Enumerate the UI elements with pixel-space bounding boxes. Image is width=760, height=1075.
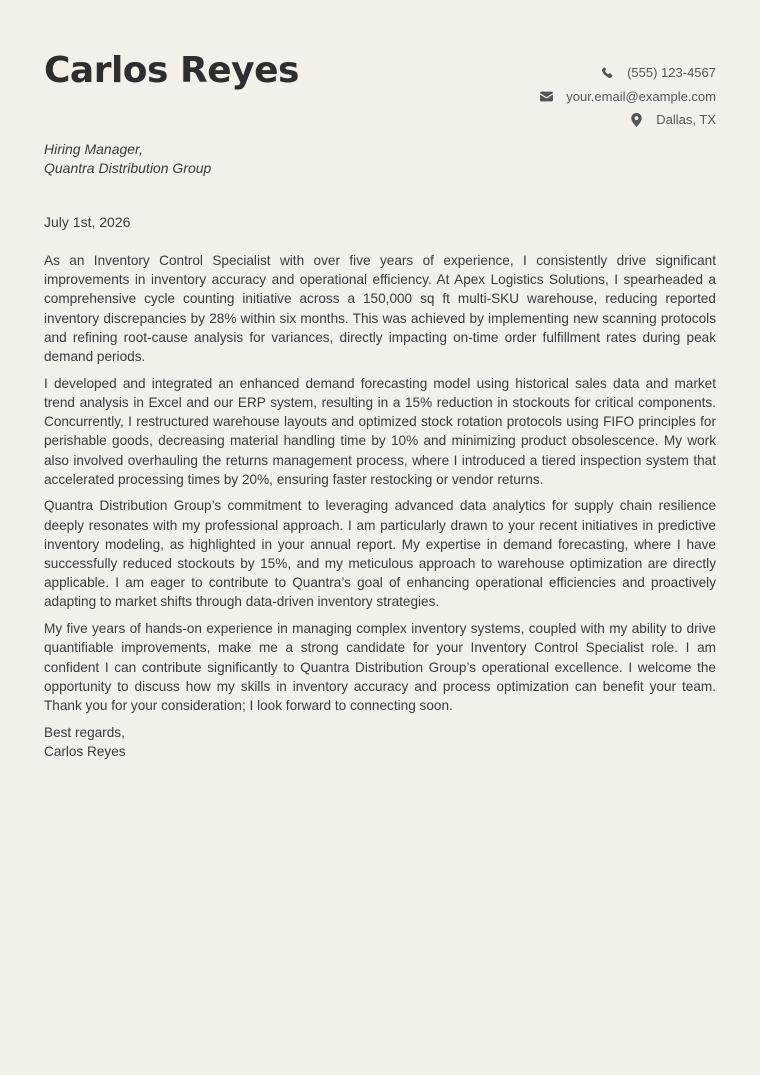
recipient-company: Quantra Distribution Group [44,160,212,176]
recipient-title: Hiring Manager, [44,141,143,157]
phone-text: (555) 123-4567 [627,65,716,81]
body-paragraph-2: I developed and integrated an enhanced demand forecasting model using historical sales data and market trend analysis in Excel and our ERP system, resulting in a 15% reduction in stockouts for critical components. Concurrently, I restructured warehouse layouts and optimized stock rotation protocols using FIFO principles for perishable goods, decreasing material handling time by 10% and minimizing product obsolescence. My work also involved overhauling the returns management process, where I introduced a tiered inspection system that accelerated processing times by 20%, ensuring faster restocking or vendor returns. [44,375,716,487]
body-paragraph-1: As an Inventory Control Specialist with over five years of experience, I consistently drive significant improvements in inventory accuracy and operational efficiency. At Apex Logistics Solutions, I spearheaded a comprehensive cycle counting initiative across a 150,000 sq ft multi-SKU warehouse, reducing reported inventory discrepancies by 28% within six months. This was achieved by implementing new scanning protocols and refining root-cause analysis for variances, directly impacting on-time order fulfillment rates during peak demand periods. [44,253,716,365]
applicant-name: Carlos Reyes [44,50,299,91]
closing-salutation: Best regards, [44,724,125,740]
letter-header [44,0,716,140]
email-text: your.email@example.com [566,88,716,104]
contact-info [538,61,716,132]
contact-location [538,108,716,132]
contact-phone [538,61,716,85]
recipient-block [44,140,716,178]
body-paragraph-4: My five years of hands-on experience in managing complex inventory systems, coupled with my ability to drive quantifiable improvements, make me a strong candidate for your Inventory Control Specialist role. I am confident I can contribute significantly to Quantra Distribution Group’s operational excellence. I welcome the opportunity to discuss how my skills in inventory accuracy and process optimization can benefit your team. Thank you for your consideration; I look forward to connecting soon. [44,621,716,713]
closing-block [44,723,716,761]
phone-icon [599,65,615,81]
closing-signature: Carlos Reyes [44,743,126,759]
map-pin-icon [628,112,644,128]
body-paragraph-3: Quantra Distribution Group’s commitment to leveraging advanced data analytics for supply chain resilience deeply resonates with my professional approach. I am particularly drawn to your recent initiatives in predictive inventory modeling, as highlighted in your annual report. My expertise in demand forecasting, where I have successfully reduced stockouts by 15%, and my meticulous approach to warehouse optimization are directly applicable. I am eager to contribute to Quantra’s goal of enhancing operational efficiencies and proactively adapting to market shifts through data-driven inventory strategies. [44,498,716,610]
location-text: Dallas, TX [656,112,716,128]
contact-email [538,85,716,109]
letter-body [44,251,716,715]
envelope-icon [538,88,554,104]
letter-date: July 1st, 2026 [44,214,131,230]
